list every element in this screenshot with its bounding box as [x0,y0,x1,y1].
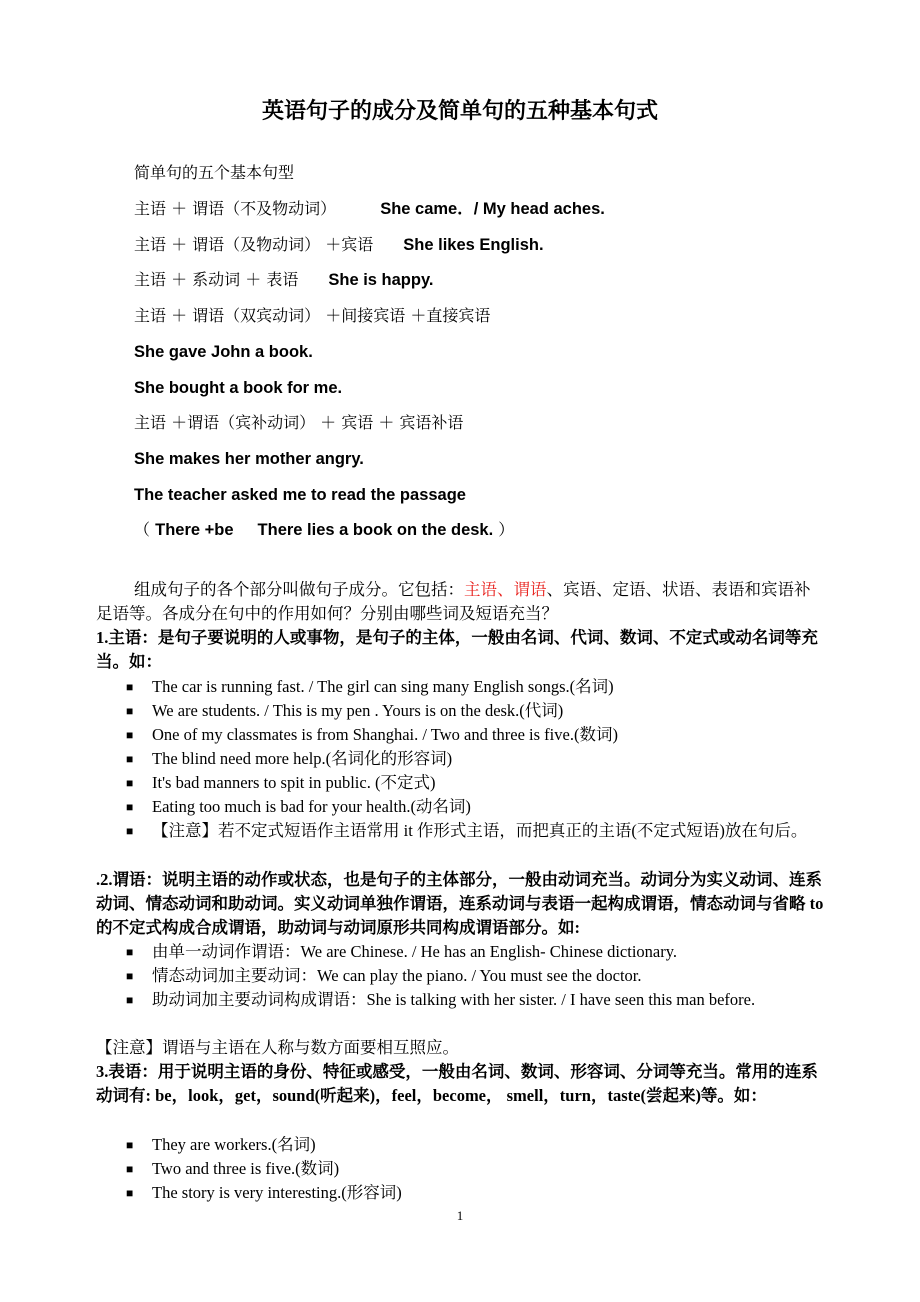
there-be-pattern [134,518,514,542]
there-open-paren: （ [134,520,151,539]
bullet-icon: ■ [126,752,134,766]
intro-highlight: 主语、谓语 [464,580,547,599]
bullet-icon: ■ [126,969,134,983]
pattern-4 [134,304,490,328]
predicate-item-3: 助动词加主要动词构成谓语：She is talking with her sister. / I have seen this man before. [152,990,756,1009]
predicate-item-1: 由单一动词作谓语：We are Chinese. / He has an English- Chinese dictionary. [152,942,678,961]
bullet-icon: ■ [126,824,134,838]
bullet-icon: ■ [126,945,134,959]
there-be-label: There +be [155,521,234,539]
bullet-icon: ■ [126,800,134,814]
pattern-5 [134,411,463,435]
bullet-icon: ■ [126,776,134,790]
pattern-5-text: 主语 ＋谓语（宾补动词） ＋ 宾语 ＋ 宾语补语 [134,413,464,432]
bullet-icon: ■ [126,1186,134,1200]
bullet-icon: ■ [126,993,134,1007]
pattern-3 [134,268,434,292]
pattern-2-example: She likes English. [403,236,544,254]
subject-item-3: One of my classmates is from Shanghai. / Two and three is five.(数词) [152,725,618,744]
bullet-icon: ■ [126,704,134,718]
there-close-paren: ） [498,520,515,539]
subject-heading: 1.主语：是句子要说明的人或事物，是句子的主体，一般由名词、代词、数词、不定式或动名词等充当。如： [96,628,818,671]
pattern-4-example-1: She gave John a book. [134,343,313,361]
intro-text-before: 组成句子的各个部分叫做句子成分。它包括： [134,580,464,599]
patterns-heading: 简单句的五个基本句型 [134,163,295,182]
intro-text-after: 、宾语、定语、状语、表语和宾语补足语等。各成分在句中的作用如何？分别由哪些词及短语充当？ [96,580,811,623]
subject-item-1: The car is running fast. / The girl can sing many English songs.(名词) [152,677,614,696]
subject-item-6: Eating too much is bad for your health.(动名词) [152,797,471,816]
predicative-item-3: The story is very interesting.(形容词) [152,1183,402,1202]
pattern-3-text: 主语 ＋ 系动词 ＋ 表语 [134,270,299,289]
predicate-heading: .2.谓语：说明主语的动作或状态，也是句子的主体部分，一般由动词充当。动词分为实义动词、连系动词、情态动词和助动词。实义动词单独作谓语，连系动词与表语一起构成谓语，情态动词与省略 to 的不定式构成合成谓语，助动词与动词原形共同构成谓语部分。如: [96,870,824,937]
pattern-1-example: She came．/ My head aches. [380,200,605,218]
pattern-4-example-2: She bought a book for me. [134,379,343,397]
subject-item-4: The blind need more help.(名词化的形容词) [152,749,453,768]
subject-item-2: We are students. / This is my pen . Yours is on the desk.(代词) [152,701,564,720]
bullet-icon: ■ [126,728,134,742]
predicative-heading: 3.表语：用于说明主语的身份、特征或感受，一般由名词、数词、形容词、分词等充当。常用的连系动词有: be，look，get，sound(听起来)，feel，become， smell，turn，taste(尝起来)等。如： [96,1062,818,1105]
predicative-item-1: They are workers.(名词) [152,1135,316,1154]
pattern-3-example: She is happy. [328,271,434,289]
predicative-item-2: Two and three is five.(数词) [152,1159,340,1178]
pattern-5-example-2: The teacher asked me to read the passage [134,486,466,504]
pattern-5-example-1: She makes her mother angry. [134,450,364,468]
page-number: 1 [456,1208,464,1223]
subject-note: 【注意】若不定式短语作主语常用 it 作形式主语，而把真正的主语(不定式短语)放在句后。 [152,821,808,840]
intro-paragraph [96,578,826,626]
page-title: 英语句子的成分及简单句的五种基本句式 [261,99,658,124]
subject-item-5: It's bad manners to spit in public. (不定式) [152,773,436,792]
bullet-icon: ■ [126,1138,134,1152]
pattern-2-text: 主语 ＋ 谓语（及物动词） ＋宾语 [134,235,374,254]
pattern-1-text: 主语 ＋ 谓语（不及物动词） [134,199,337,218]
pattern-1 [134,197,605,221]
there-be-example: There lies a book on the desk. [257,521,494,539]
bullet-icon: ■ [126,1162,134,1176]
predicate-note: 【注意】谓语与主语在人称与数方面要相互照应。 [96,1038,459,1057]
pattern-2 [134,233,544,257]
bullet-icon: ■ [126,680,134,694]
predicate-item-2: 情态动词加主要动词：We can play the piano. / You must see the doctor. [152,966,642,985]
pattern-4-text: 主语 ＋ 谓语（双宾动词） ＋间接宾语 ＋直接宾语 [134,306,491,325]
